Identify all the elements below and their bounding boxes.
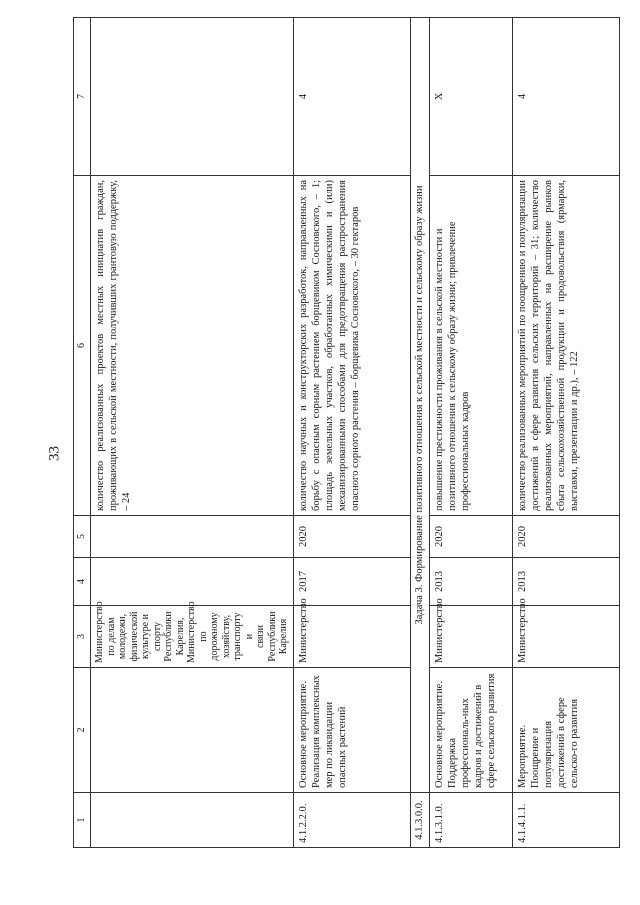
- row-col7: X: [429, 18, 512, 176]
- cont-code: [91, 793, 294, 848]
- cont-name: [91, 668, 294, 793]
- cont-executor-line: физической: [128, 611, 140, 662]
- row-indicator: количество реализованных мероприятий по поощрению и популяризации достижений в сфере развития сельских территорий – 31; количество реализованных мероприятий, направленных на расширение рынков сбыта сельскохозяйственной продукции и продовольствия (ярмарки, выставки, презентации и др.), – 122: [512, 176, 619, 516]
- row-code: 4.1.4.1.1.: [512, 793, 619, 848]
- row-end-year: 2020: [429, 516, 512, 558]
- header-col-3: 3: [74, 606, 91, 668]
- cont-executor-line: Министерство: [186, 601, 197, 663]
- row-executor: Министерство: [512, 606, 619, 668]
- header-row: [74, 18, 91, 848]
- row-end-year: 2020: [512, 516, 619, 558]
- table-row: [512, 18, 619, 848]
- cont-col7: [91, 18, 294, 176]
- table-row: [429, 18, 512, 848]
- cont-start: [91, 558, 294, 606]
- cont-executor-line: по делам: [105, 617, 117, 656]
- row-start-year: 2017: [293, 558, 410, 606]
- cont-indicator: количество реализованных проектов местных инициатив граждан, проживающих в сельской местности, получивших грантовую поддержку, – 24: [91, 176, 294, 516]
- header-col-7: 7: [74, 18, 91, 176]
- row-end-year: 2020: [293, 516, 410, 558]
- task-title: Задача 3. Формирование позитивного отношения к сельской местности и сельскому образу жизни: [410, 18, 429, 793]
- row-start-year: 2013: [429, 558, 512, 606]
- cont-executor-line: связи: [255, 625, 266, 648]
- row-start-year: 2013: [512, 558, 619, 606]
- cont-executor-line: Карелия: [278, 618, 289, 655]
- cont-executor-line: транспорту и: [232, 612, 255, 661]
- row-name: Основное мероприятие. Поддержка профессиональ-ных кадров и достижений в сфере сельского развития: [429, 668, 512, 793]
- table-row: [293, 18, 410, 848]
- header-col-2: 2: [74, 668, 91, 793]
- row-indicator: количество научных и конструкторских разработок, направленных на борьбу с опасным сорным растением борщевиком Сосновского, – 1; площадь земельных участков, обработанных химическими и (или) механизированными способами для предотвращения распространения опасного сорного растения – борщевика Сосновского, – 30 гектаров: [293, 176, 410, 516]
- header-col-5: 5: [74, 516, 91, 558]
- header-col-1: 1: [74, 793, 91, 848]
- cont-executor-line: спорту: [151, 622, 163, 651]
- cont-executor-line: Министерство: [94, 601, 105, 663]
- rotated-table-region: [73, 18, 580, 848]
- header-col-6: 6: [74, 176, 91, 516]
- cont-executor-line: молодежи,: [117, 613, 128, 660]
- row-executor: Министерство: [293, 606, 410, 668]
- row-col7: 4: [293, 18, 410, 176]
- cont-executor-line: Республики: [163, 611, 174, 662]
- row-col7: 4: [512, 18, 619, 176]
- cont-executor-line: культуре и: [140, 614, 151, 659]
- row-executor: Министерство: [429, 606, 512, 668]
- row-code: 4.1.3.1.0.: [429, 793, 512, 848]
- cont-executor-line: хозяйству,: [220, 614, 232, 659]
- continuation-row: [91, 18, 294, 848]
- cont-end: [91, 516, 294, 558]
- program-table: [73, 17, 620, 848]
- task-code: 4.1.3.0.0.: [410, 793, 429, 848]
- row-code: 4.1.2.2.0.: [293, 793, 410, 848]
- row-indicator: повышение престижности проживания в сельской местности и позитивного отношения к сельскому образу жизни; привлечение профессиональных кадров: [429, 176, 512, 516]
- header-col-4: 4: [74, 558, 91, 606]
- cont-executor-line: Карелия,: [174, 617, 186, 656]
- cont-executor-line: по дорожному: [197, 612, 220, 661]
- task-row: [410, 18, 429, 848]
- row-name: Мероприятие. Поощрение и популяризация достижений в сфере сельско-го развития: [512, 668, 619, 793]
- cont-executor: [91, 601, 294, 668]
- row-name: Основное мероприятие. Реализация комплексных мер по ликвидации опасных растений: [293, 668, 410, 793]
- cont-executor-line: Республики: [266, 611, 278, 662]
- page-number: 33: [46, 446, 63, 461]
